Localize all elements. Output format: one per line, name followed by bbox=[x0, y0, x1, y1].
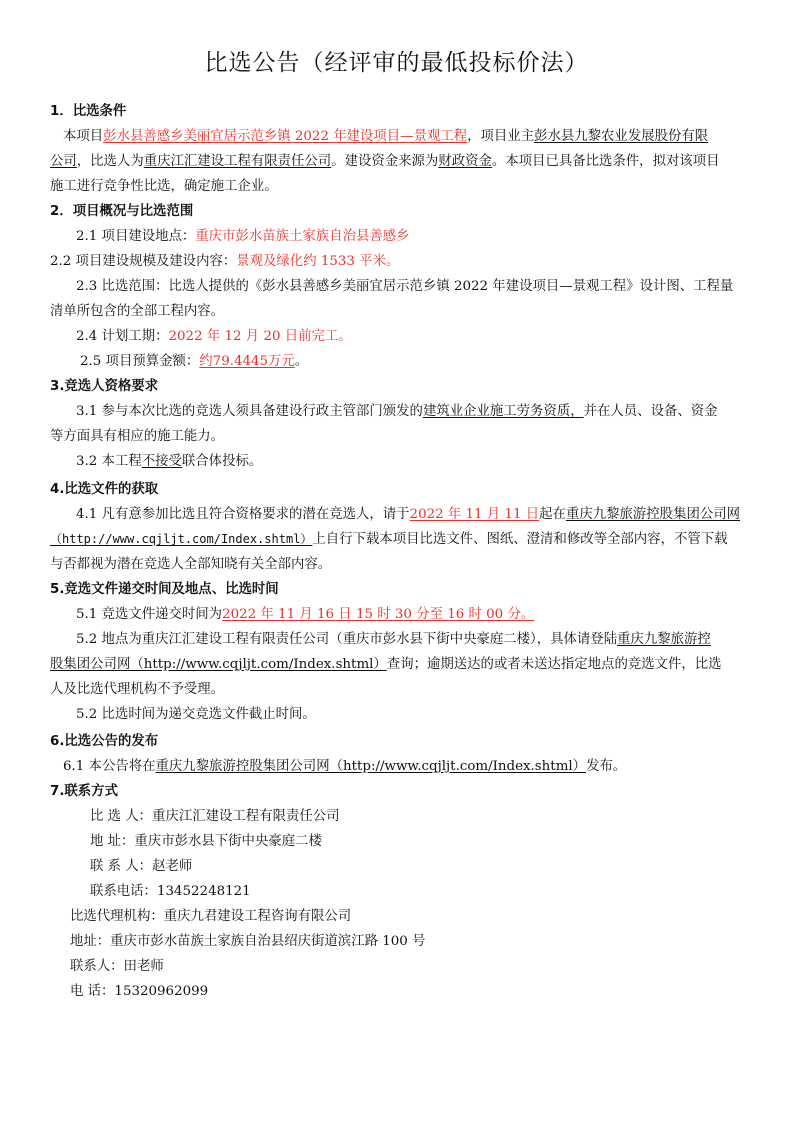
project-scale: 景观及绿化约 1533 平米。 bbox=[236, 254, 400, 269]
section-2-item-1 bbox=[50, 224, 750, 249]
project-location: 重庆市彭水苗族土家族自治县善感乡 bbox=[195, 229, 410, 244]
owner-name-cont: 公司 bbox=[50, 154, 77, 169]
selector-name: 重庆江汇建设工程有限责任公司 bbox=[143, 154, 332, 169]
consortium-rule: 不接受 bbox=[141, 454, 182, 469]
text: 。建设资金来源为 bbox=[331, 154, 439, 169]
contact-person: 联 系 人：赵老师 bbox=[90, 859, 193, 874]
section-2-item-4 bbox=[50, 324, 750, 349]
section-5-item-2-cont bbox=[50, 652, 750, 677]
section-4-line-3: 与否都视为潜在竞选人全部知晓有关全部内容。 bbox=[50, 557, 332, 572]
budget-amount: 约79.4445万元 bbox=[199, 354, 295, 369]
project-name: 彭水县善感乡美丽宜居示范乡镇 2022 年建设项目—景观工程 bbox=[103, 129, 468, 144]
section-2-item-5 bbox=[50, 349, 750, 374]
section-5 bbox=[50, 577, 750, 727]
text: 上自行下载本项目比选文件、图纸、澄清和修改等全部内容，不管下载 bbox=[312, 532, 728, 547]
fund-source: 财政资金 bbox=[438, 154, 492, 169]
section-4 bbox=[50, 477, 750, 577]
website-link[interactable]: 重庆九黎旅游控股集团公司网（http://www.cqjljt.com/Index.shtml） bbox=[155, 759, 587, 774]
schedule: 2022 年 12 月 20 日前完工。 bbox=[168, 329, 352, 344]
text: 6.1 本公告将在 bbox=[63, 759, 156, 774]
text: 4.1 凡有意参加比选且符合资格要求的潜在竞选人，请于 bbox=[76, 507, 410, 522]
section-5-heading: 5.竞选文件递交时间及地点、比选时间 bbox=[50, 582, 279, 597]
section-6 bbox=[50, 729, 750, 779]
agency-name: 比选代理机构：重庆九君建设工程咨询有限公司 bbox=[70, 909, 352, 924]
text: ，项目业主 bbox=[467, 129, 535, 144]
owner-name: 彭水县九黎农业发展股份有限 bbox=[534, 129, 709, 144]
agency-address: 地址：重庆市彭水苗族土家族自治县绍庆街道滨江路 100 号 bbox=[70, 934, 426, 949]
text: 2.2 项目建设规模及建设内容： bbox=[50, 254, 237, 269]
section-1-line-1 bbox=[50, 124, 750, 149]
text: 5.2 地点为重庆江汇建设工程有限责任公司（重庆市彭水县下街中央豪庭二楼），具体请登陆 bbox=[76, 632, 618, 647]
text: 起在 bbox=[539, 507, 566, 522]
section-2-item-2 bbox=[50, 249, 750, 274]
text: 发布。 bbox=[586, 759, 627, 774]
text: 。本项目已具备比选条件，拟对该项目 bbox=[491, 154, 720, 169]
section-2-heading: 2．项目概况与比选范围 bbox=[50, 204, 194, 219]
contact-selector: 比 选 人：重庆江汇建设工程有限责任公司 bbox=[90, 809, 340, 824]
section-5-item-2-cont2: 人及比选代理机构不予受理。 bbox=[50, 682, 225, 697]
section-5-item-1 bbox=[50, 602, 750, 627]
section-7-heading: 7.联系方式 bbox=[50, 784, 118, 799]
page-title: 比选公告（经评审的最低投标价法） bbox=[204, 50, 589, 76]
section-6-line-1 bbox=[50, 754, 750, 779]
contact-address: 地 址：重庆市彭水县下街中央豪庭二楼 bbox=[90, 834, 322, 849]
section-2-item-3-cont: 清单所包含的全部工程内容。 bbox=[50, 304, 225, 319]
text: 5.1 竞选文件递交时间为 bbox=[76, 607, 223, 622]
website-link[interactable]: 重庆九黎旅游控股集团公司网 bbox=[565, 507, 741, 522]
website-url[interactable]: （http://www.cqjljt.com/Index.shtml） bbox=[50, 532, 313, 546]
text: 本项目 bbox=[63, 129, 104, 144]
text: 2.5 项目预算金额： bbox=[80, 354, 200, 369]
section-3-item-2 bbox=[50, 449, 750, 474]
section-5-item-3: 5.2 比选时间为递交竞选文件截止时间。 bbox=[76, 707, 316, 722]
section-4-line-1 bbox=[50, 502, 750, 527]
section-3 bbox=[50, 374, 750, 474]
website-link[interactable]: 重庆九黎旅游控 bbox=[617, 632, 711, 647]
section-4-heading: 4.比选文件的获取 bbox=[50, 482, 159, 497]
download-date: 2022 年 11 月 11 日 bbox=[409, 507, 540, 522]
section-1-line-2 bbox=[50, 149, 750, 174]
website-link-cont[interactable]: 股集团公司网（http://www.cqjljt.com/Index.shtml） bbox=[50, 657, 387, 672]
section-1-line-3: 施工进行竞争性比选，确定施工企业。 bbox=[50, 179, 278, 194]
section-7 bbox=[50, 779, 750, 1004]
text: 2.1 项目建设地点： bbox=[76, 229, 196, 244]
text: 。 bbox=[294, 354, 309, 369]
submission-time: 2022 年 11 月 16 日 15 时 30 分至 16 时 00 分。 bbox=[222, 607, 535, 622]
agency-contact: 联系人：田老师 bbox=[70, 959, 164, 974]
section-4-line-2 bbox=[50, 527, 750, 552]
text: 联合体投标。 bbox=[181, 454, 263, 469]
section-2-item-3: 2.3 比选范围：比选人提供的《彭水县善感乡美丽宜居示范乡镇 2022 年建设项目—景观工程》设计图、工程量 bbox=[76, 279, 734, 294]
text: 3.2 本工程 bbox=[76, 454, 142, 469]
section-5-item-2 bbox=[50, 627, 750, 652]
section-3-item-1-cont: 等方面具有相应的施工能力。 bbox=[50, 429, 225, 444]
contact-phone: 联系电话：13452248121 bbox=[90, 884, 251, 899]
section-2 bbox=[50, 199, 750, 374]
qualification: 建筑业企业施工劳务资质， bbox=[422, 404, 584, 419]
section-3-heading: 3.竞选人资格要求 bbox=[50, 379, 159, 394]
section-6-heading: 6.比选公告的发布 bbox=[50, 734, 159, 749]
section-3-item-1 bbox=[50, 399, 750, 424]
text: 3.1 参与本次比选的竞选人须具备建设行政主管部门颁发的 bbox=[76, 404, 423, 419]
text: 2.4 计划工期： bbox=[76, 329, 169, 344]
agency-phone: 电 话：15320962099 bbox=[70, 984, 209, 999]
text: 并在人员、设备、资金 bbox=[583, 404, 718, 419]
text: 查询；逾期送达的或者未送达指定地点的竞选文件，比选 bbox=[386, 657, 722, 672]
section-1 bbox=[50, 99, 750, 199]
text: ，比选人为 bbox=[76, 154, 144, 169]
section-1-heading: 1．比选条件 bbox=[50, 104, 127, 119]
